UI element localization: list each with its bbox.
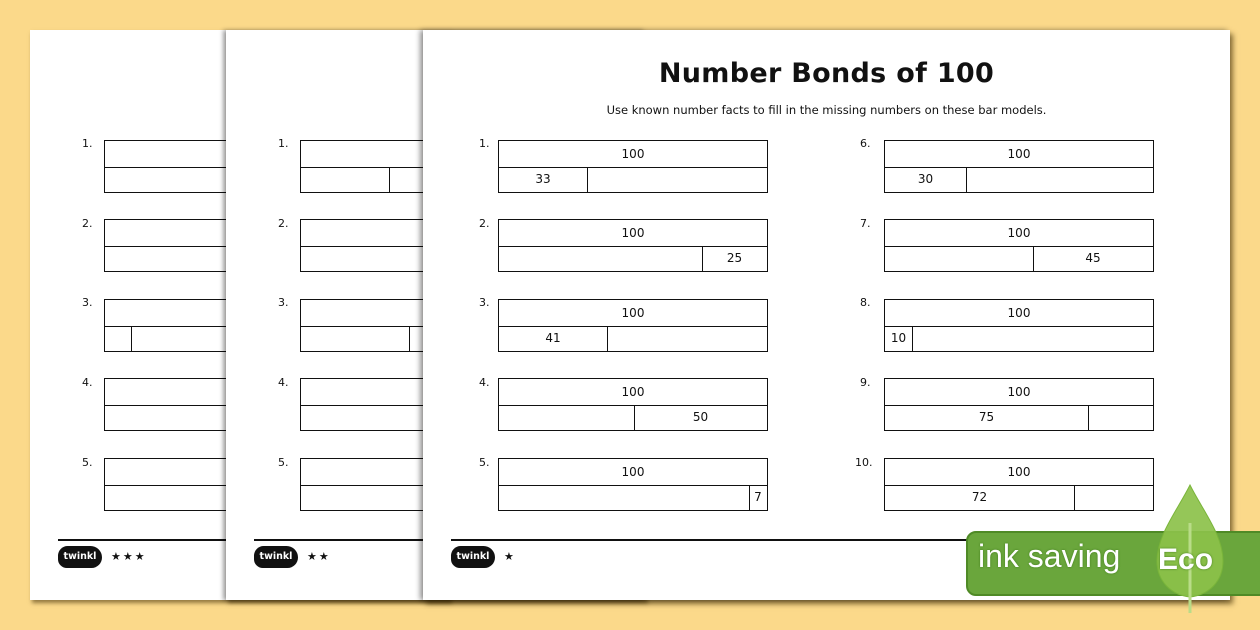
bar-known-part: 72	[971, 490, 988, 504]
bar-known-part: 30	[917, 172, 934, 186]
question-number: 5.	[479, 456, 490, 469]
question-number: 8.	[860, 296, 871, 309]
bar-model-q8	[884, 299, 1154, 352]
question-number: 1.	[278, 137, 289, 150]
bar-model-q2	[498, 219, 768, 272]
difficulty-stars: ★★	[307, 550, 331, 563]
bar-model-q1	[498, 140, 768, 193]
question-number: 3.	[278, 296, 289, 309]
question-number: 6.	[860, 137, 871, 150]
bar-known-part: 10	[890, 331, 907, 345]
question-number: 4.	[278, 376, 289, 389]
question-number: 3.	[82, 296, 93, 309]
question-number: 3.	[479, 296, 490, 309]
question-number: 2.	[82, 217, 93, 230]
bar-model-q10	[884, 458, 1154, 511]
bar-whole: 100	[499, 379, 767, 406]
eco-label: Eco	[1158, 543, 1214, 576]
bar-model-q4	[498, 378, 768, 431]
bar-model-q3	[498, 299, 768, 352]
bar-known-part: 25	[726, 251, 743, 265]
bar-whole: 100	[885, 220, 1153, 247]
bar-known-part: 75	[978, 410, 995, 424]
question-number: 10.	[855, 456, 873, 469]
question-number: 5.	[278, 456, 289, 469]
bar-known-part: 45	[1085, 251, 1101, 265]
bar-whole: 100	[885, 459, 1153, 486]
question-number: 2.	[479, 217, 490, 230]
question-number: 1.	[479, 137, 490, 150]
bar-known-part: 41	[545, 331, 561, 345]
difficulty-stars: ★★★	[111, 550, 147, 563]
bar-model-q7	[884, 219, 1154, 272]
difficulty-stars: ★	[504, 550, 516, 563]
bar-whole: 100	[885, 300, 1153, 327]
question-number: 2.	[278, 217, 289, 230]
bar-known-part: 33	[535, 172, 551, 186]
question-number: 4.	[479, 376, 490, 389]
bar-whole: 100	[499, 300, 767, 327]
worksheet-page-1-star	[423, 30, 1230, 600]
bar-model-q5	[498, 458, 768, 511]
question-number: 1.	[82, 137, 93, 150]
bar-known-part: 7	[754, 490, 762, 504]
twinkl-logo: twinkl	[58, 546, 102, 568]
worksheet-title: Number Bonds of 100	[658, 58, 995, 89]
twinkl-logo: twinkl	[451, 546, 495, 568]
question-number: 4.	[82, 376, 93, 389]
question-number: 5.	[82, 456, 93, 469]
bar-model-q9	[884, 378, 1154, 431]
question-number: 9.	[860, 376, 871, 389]
bar-whole: 100	[885, 141, 1153, 168]
ink-saving-label: ink saving	[978, 538, 1121, 574]
bar-model-q6	[884, 140, 1154, 193]
bar-whole: 100	[499, 141, 767, 168]
bar-whole: 100	[885, 379, 1153, 406]
bar-whole: 100	[499, 220, 767, 247]
twinkl-logo: twinkl	[254, 546, 298, 568]
question-number: 7.	[860, 217, 871, 230]
bar-whole: 100	[499, 459, 767, 486]
worksheet-instructions: Use known number facts to fill in the missing numbers on these bar models.	[606, 103, 1047, 117]
bar-known-part: 50	[692, 410, 709, 424]
